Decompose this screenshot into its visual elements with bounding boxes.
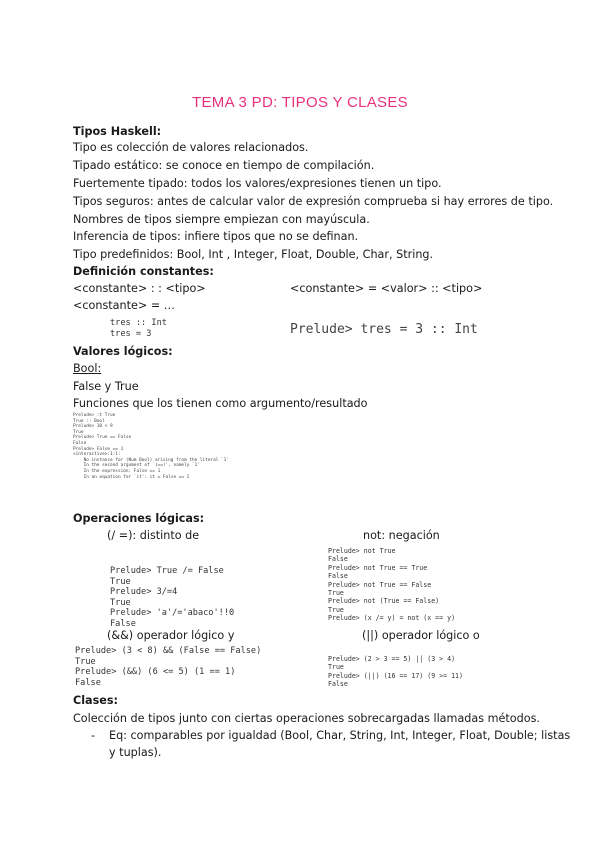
clases-desc: Colección de tipos junto con ciertas operaciones sobrecargadas llamadas métodos. — [73, 712, 540, 725]
constantes-syntax-left: <constante> : : <tipo> — [73, 282, 206, 295]
tipos-line: Fuertemente tipado: todos los valores/expresiones tienen un tipo. — [73, 177, 442, 190]
logicos-heading: Valores lógicos: — [73, 345, 173, 358]
tipos-line: Inferencia de tipos: infiere tipos que no se definan. — [73, 230, 359, 243]
code-snippet-prelude-tres: Prelude> tres = 3 :: Int — [290, 322, 478, 337]
distinto-label: (/ =): distinto de — [107, 529, 200, 542]
code-snippet-constante: tres :: Int tres = 3 — [110, 318, 167, 339]
tipos-line: Nombres de tipos siempre empiezan con mayúscula. — [73, 213, 370, 226]
constantes-syntax-right: <constante> = <valor> :: <tipo> — [290, 282, 483, 295]
bool-funcs: Funciones que los tienen como argumento/resultado — [73, 397, 368, 410]
constantes-heading: Definición constantes: — [73, 265, 214, 278]
tipos-line: Tipo es colección de valores relacionados. — [73, 141, 309, 154]
bool-label: Bool: — [73, 362, 102, 375]
clases-eq-line2: y tuplas). — [109, 746, 162, 759]
code-snippet-or: Prelude> (2 > 3 == 5) || (3 > 4) True Prelude> (||) (16 == 17) (9 >= 11) False — [328, 655, 463, 689]
code-snippet-and: Prelude> (3 < 8) && (False == False) True Prelude> (&&) (6 <= 5) (1 == 1) False — [75, 646, 262, 688]
clases-eq-line1: Eq: comparables por igualdad (Bool, Char, String, Int, Integer, Float, Double; listas — [109, 729, 571, 742]
tipos-heading: Tipos Haskell: — [73, 125, 162, 138]
tipos-line: Tipo predefinidos: Bool, Int , Integer, Float, Double, Char, String. — [73, 248, 434, 261]
tipos-line: Tipado estático: se conoce en tiempo de compilación. — [73, 159, 375, 172]
tipos-line: Tipos seguros: antes de calcular valor de expresión comprueba si hay errores de tipo. — [73, 195, 554, 208]
not-label: not: negación — [363, 529, 440, 542]
and-label: (&&) operador lógico y — [107, 629, 235, 642]
list-bullet: - — [91, 729, 96, 742]
or-label: (||) operador lógico o — [362, 629, 480, 642]
page-title: TEMA 3 PD: TIPOS Y CLASES — [192, 94, 408, 111]
operaciones-heading: Operaciones lógicas: — [73, 512, 205, 525]
code-snippet-bool: Prelude> :t True True :: Bool Prelude> 10 < 9 True Prelude> True == False False Prelude> False == 1 <interactive>:1:1: No instance for (Num Bool) arising from the literal `1' In the second argument of `(==)', namely `1' In the expression: False == 1 In an equation for `it': it = False == 1 — [73, 413, 229, 480]
constantes-syntax-left2: <constante> = … — [73, 299, 175, 312]
bool-values: False y True — [73, 380, 139, 393]
clases-heading: Clases: — [73, 694, 118, 707]
code-snippet-distinto: Prelude> True /= False True Prelude> 3/=4 True Prelude> 'a'/='abaco'!!0 False — [110, 566, 235, 629]
code-snippet-not: Prelude> not True False Prelude> not True == True False Prelude> not True == False True Prelude> not (True == False) True Prelude> (x /= y) = not (x == y) — [328, 547, 456, 623]
